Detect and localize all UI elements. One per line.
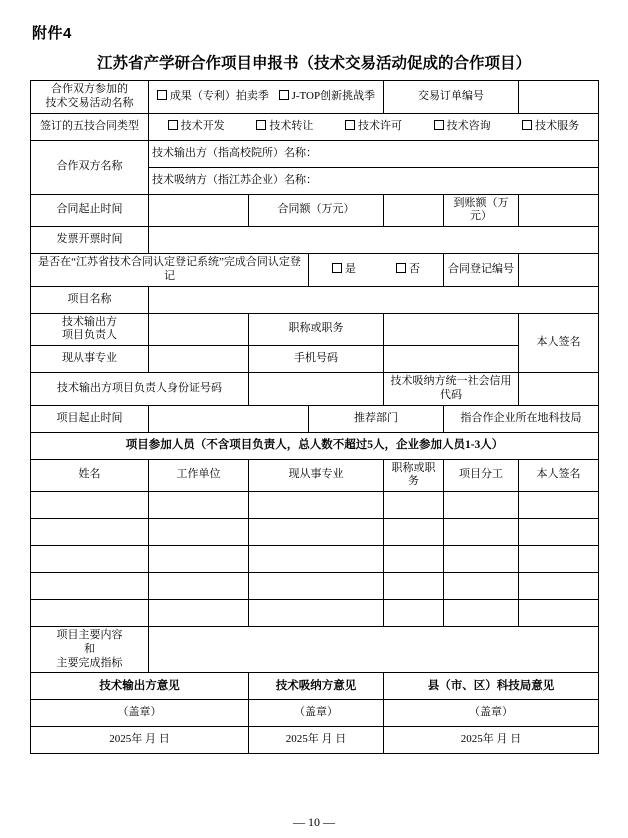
invoice-date-row (31, 227, 599, 254)
participants-col-name: 姓名 (31, 459, 149, 492)
checkbox-icon[interactable] (345, 120, 355, 130)
contract-type-transfer[interactable]: 技术转让 (256, 120, 313, 134)
project-name-row (31, 286, 599, 313)
order-no-label: 交易订单编号 (384, 81, 519, 114)
checkbox-icon[interactable] (332, 263, 342, 273)
cell-title[interactable] (384, 573, 444, 600)
cell-title[interactable] (384, 492, 444, 519)
registered-yes-option[interactable]: 是 (332, 263, 356, 277)
current-major-input[interactable] (149, 346, 249, 373)
participants-title-row (31, 432, 599, 459)
contract-type-row (31, 113, 599, 140)
activity-name-label-l2: 技术交易活动名称 (45, 96, 134, 109)
title-position-input[interactable] (384, 313, 519, 346)
opinions-header-row (31, 673, 599, 700)
opinions-date-row (31, 727, 599, 754)
cell-major[interactable] (249, 519, 384, 546)
recommend-dept-value: 指合作企业所在地科技局 (444, 405, 599, 432)
party-names-label: 合作双方名称 (31, 140, 149, 194)
project-period-row (31, 405, 599, 432)
title-position-label: 职称或职务 (249, 313, 384, 346)
major-mobile-row (31, 346, 599, 373)
project-period-label: 项目起止时间 (31, 405, 149, 432)
attachment-label: 附件4 (32, 25, 72, 42)
activity-name-row (31, 81, 599, 114)
cell-major[interactable] (249, 546, 384, 573)
cell-name[interactable] (31, 600, 149, 627)
credit-code-label: 技术吸纳方统一社会信用代码 (384, 373, 519, 406)
registered-options-cell (309, 254, 444, 287)
opinion-header-bureau: 县（市、区）科技局意见 (384, 673, 599, 700)
cell-signature[interactable] (519, 546, 599, 573)
opinion-seal-bureau: （盖章） (384, 700, 599, 727)
table-row[interactable] (31, 546, 599, 573)
contract-type-development[interactable]: 技术开发 (168, 120, 225, 134)
participants-col-title: 职称或职务 (384, 459, 444, 492)
checkbox-icon[interactable] (279, 90, 289, 100)
cell-unit[interactable] (149, 492, 249, 519)
leader-name-input[interactable] (149, 313, 249, 346)
opinion-date-bureau[interactable]: 2025年 月 日 (384, 727, 599, 754)
project-content-label-l3: 主要完成指标 (56, 656, 123, 669)
received-amount-input[interactable] (519, 194, 599, 227)
current-major-label: 现从事专业 (31, 346, 149, 373)
leader-label-l2: 项目负责人 (62, 329, 117, 342)
contract-type-license[interactable]: 技术许可 (345, 120, 402, 134)
credit-code-input[interactable] (519, 373, 599, 406)
cell-name[interactable] (31, 492, 149, 519)
checkbox-icon[interactable] (434, 120, 444, 130)
mobile-input[interactable] (384, 346, 519, 373)
cell-name[interactable] (31, 573, 149, 600)
table-row[interactable] (31, 573, 599, 600)
cell-unit[interactable] (149, 546, 249, 573)
cell-role[interactable] (444, 492, 519, 519)
cell-title[interactable] (384, 546, 444, 573)
cell-major[interactable] (249, 492, 384, 519)
leader-title-row (31, 313, 599, 346)
cell-role[interactable] (444, 600, 519, 627)
opinion-date-input[interactable]: 2025年 月 日 (249, 727, 384, 754)
contract-type-service[interactable]: 技术服务 (522, 120, 579, 134)
cell-title[interactable] (384, 519, 444, 546)
cell-signature[interactable] (519, 492, 599, 519)
cell-role[interactable] (444, 573, 519, 600)
activity-option-jtop[interactable]: J-TOP创新挑战季 (279, 90, 376, 104)
opinions-seal-row (31, 700, 599, 727)
output-party-row (31, 140, 599, 167)
id-credit-row (31, 373, 599, 406)
signature-label: 本人签名 (519, 313, 599, 373)
page-number: — 10 — (293, 815, 335, 829)
cell-unit[interactable] (149, 573, 249, 600)
opinion-date-output[interactable]: 2025年 月 日 (31, 727, 249, 754)
participants-col-role: 项目分工 (444, 459, 519, 492)
input-party-field[interactable]: 技术吸纳方（指江苏企业）名称： (149, 167, 599, 194)
cell-unit[interactable] (149, 600, 249, 627)
checkbox-icon[interactable] (157, 90, 167, 100)
project-name-input[interactable] (149, 286, 599, 313)
contract-type-label: 签订的五技合同类型 (31, 113, 149, 140)
participants-col-unit: 工作单位 (149, 459, 249, 492)
participants-col-signature: 本人签名 (519, 459, 599, 492)
activity-option-auction[interactable]: 成果（专利）拍卖季 (157, 90, 269, 104)
order-no-input[interactable] (519, 81, 599, 114)
contract-type-options-cell (149, 113, 599, 140)
checkbox-icon[interactable] (522, 120, 532, 130)
project-content-input[interactable] (149, 627, 599, 673)
cell-name[interactable] (31, 546, 149, 573)
project-name-label: 项目名称 (31, 286, 149, 313)
opinion-seal-input: （盖章） (249, 700, 384, 727)
cell-role[interactable] (444, 546, 519, 573)
opinion-header-output: 技术输出方意见 (31, 673, 249, 700)
activity-name-label (31, 81, 149, 114)
cell-unit[interactable] (149, 519, 249, 546)
project-period-input[interactable] (149, 405, 309, 432)
participants-header-row (31, 459, 599, 492)
registration-row (31, 254, 599, 287)
cell-role[interactable] (444, 519, 519, 546)
contract-reg-no-label: 合同登记编号 (444, 254, 519, 287)
contract-amount-input[interactable] (384, 194, 444, 227)
contract-period-label: 合同起止时间 (31, 194, 149, 227)
invoice-date-input[interactable] (149, 227, 599, 254)
recommend-dept-label: 推荐部门 (309, 405, 444, 432)
leader-label-l1: 技术输出方 (62, 315, 117, 328)
page-title: 江苏省产学研合作项目申报书（技术交易活动促成的合作项目） (96, 55, 531, 72)
cell-signature[interactable] (519, 519, 599, 546)
id-number-input[interactable] (249, 373, 384, 406)
project-content-row (31, 627, 599, 673)
activity-name-label-l1: 合作双方参加的 (51, 83, 128, 95)
application-form-table (30, 80, 599, 754)
contract-period-input[interactable] (149, 194, 249, 227)
registered-label: 是否在“江苏省技术合同认定登记系统”完成合同认定登记 (31, 254, 309, 287)
invoice-date-label: 发票开票时间 (31, 227, 149, 254)
cell-major[interactable] (249, 573, 384, 600)
participants-section-title: 项目参加人员（不含项目负责人，总人数不超过5人，企业参加人员1-3人） (31, 432, 599, 459)
project-content-label-l1: 项目主要内容 (56, 629, 123, 641)
cell-signature[interactable] (519, 573, 599, 600)
checkbox-icon[interactable] (396, 263, 406, 273)
checkbox-icon[interactable] (256, 120, 266, 130)
mobile-label: 手机号码 (249, 346, 384, 373)
contract-reg-no-input[interactable] (519, 254, 599, 287)
table-row[interactable] (31, 600, 599, 627)
contract-amount-label: 合同额（万元） (249, 194, 384, 227)
participants-col-major: 现从事专业 (249, 459, 384, 492)
contract-period-row (31, 194, 599, 227)
opinion-seal-output: （盖章） (31, 700, 249, 727)
registered-no-option[interactable]: 否 (396, 263, 420, 277)
table-row[interactable] (31, 492, 599, 519)
cell-major[interactable] (249, 600, 384, 627)
project-content-label (31, 627, 149, 673)
activity-options-cell (149, 81, 384, 114)
contract-type-consulting[interactable]: 技术咨询 (434, 120, 491, 134)
checkbox-icon[interactable] (168, 120, 178, 130)
opinion-header-input: 技术吸纳方意见 (249, 673, 384, 700)
cell-signature[interactable] (519, 600, 599, 627)
table-row[interactable] (31, 519, 599, 546)
received-amount-label: 到账额（万元） (444, 194, 519, 227)
output-party-field[interactable]: 技术输出方（指高校院所）名称： (149, 140, 599, 167)
cell-title[interactable] (384, 600, 444, 627)
project-content-label-l2: 和 (84, 642, 95, 655)
id-number-label: 技术输出方项目负责人身份证号码 (31, 373, 249, 406)
cell-name[interactable] (31, 519, 149, 546)
leader-label (31, 313, 149, 346)
